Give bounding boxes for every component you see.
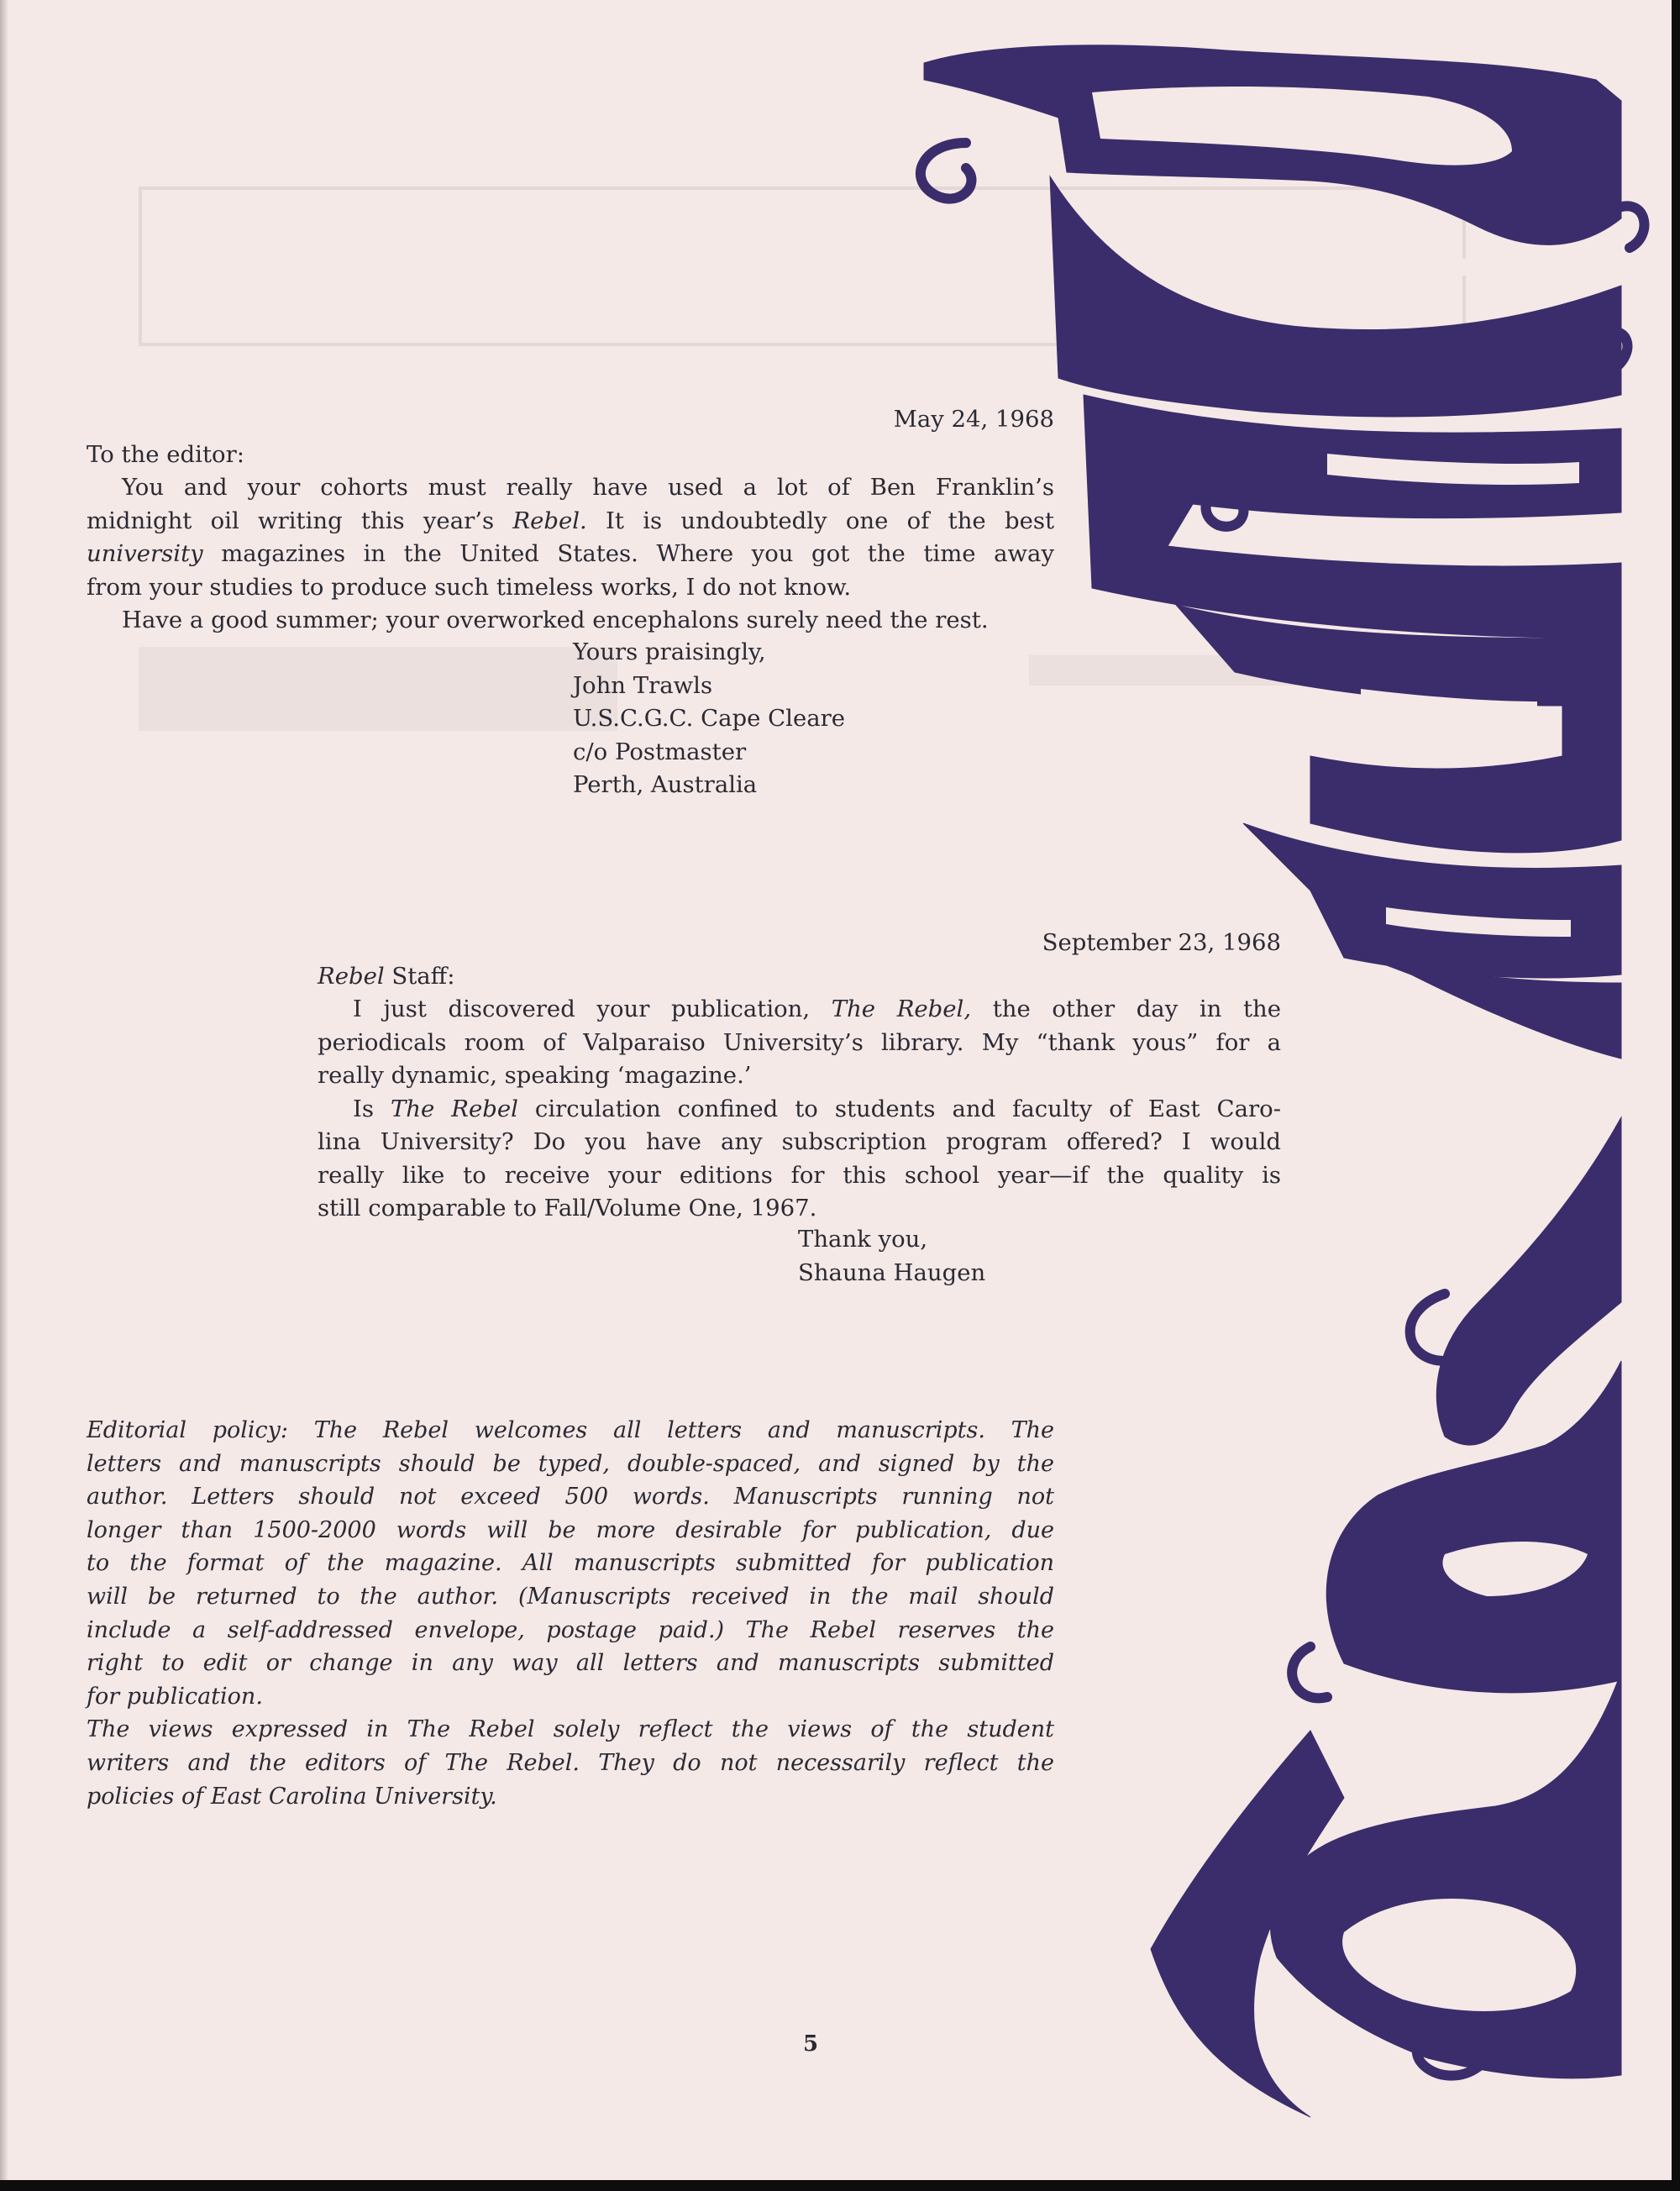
signature-line: Yours praisingly, — [573, 638, 766, 665]
letter1-line: from your studies to produce such timeless works, I do not know. — [87, 573, 852, 601]
letter1-line: midnight oil writing this year’s Rebel. It is undoubtedly one of the best — [87, 507, 1055, 534]
policy-line: longer than 1500-2000 words will be more desirable for publication, due — [87, 1516, 1054, 1543]
signature-line: John Trawls — [573, 671, 713, 699]
letter1-salutation: To the editor: — [87, 441, 244, 468]
letter2-line: periodicals room of Valparaiso University’s library. My “thank yous” for a — [318, 1028, 1281, 1056]
policy-line: include a self-addressed envelope, postage paid.) The Rebel reserves the — [87, 1616, 1054, 1643]
letter1-line: university magazines in the United States. Where you got the time away — [87, 540, 1054, 567]
letter2-line: lina University? Do you have any subscription program offered? I would — [318, 1128, 1281, 1155]
policy-line: writers and the editors of The Rebel. They do not necessarily reflect the — [87, 1749, 1054, 1776]
page-number: 5 — [802, 2031, 819, 2057]
policy-line: The views expressed in The Rebel solely reflect the views of the student — [87, 1716, 1054, 1743]
policy-line: right to edit or change in any way all letters and manuscripts submitted — [87, 1650, 1054, 1677]
letter2-line: I just discovered your publication, The Rebel, the other day in the — [353, 996, 1282, 1022]
letter1-line: You and your cohorts must really have used a lot of Ben Franklin’s — [122, 474, 1054, 501]
letter2-line: really dynamic, speaking ‘magazine.’ — [318, 1062, 752, 1089]
policy-line: for publication. — [87, 1683, 263, 1710]
letter2-line: Is The Rebel circulation confined to students and faculty of East Caro- — [353, 1095, 1281, 1122]
policy-line: Editorial policy: The Rebel welcomes all letters and manuscripts. The — [87, 1417, 1054, 1443]
signature-line: Shauna Haugen — [798, 1258, 986, 1286]
letter2-line: really like to receive your editions for this school year—if the quality is — [318, 1161, 1281, 1189]
policy-line: will be returned to the author. (Manuscripts received in the mail should — [87, 1583, 1054, 1610]
policy-line: to the format of the magazine. All manuscripts submitted for publication — [87, 1550, 1054, 1577]
signature-line: Thank you, — [798, 1226, 928, 1253]
policy-line: author. Letters should not exceed 500 words. Manuscripts running not — [87, 1484, 1054, 1511]
letter2-date: September 23, 1968 — [1042, 929, 1281, 956]
policy-line: policies of East Carolina University. — [87, 1783, 497, 1810]
signature-line: Perth, Australia — [573, 771, 758, 798]
letter1-line: Have a good summer; your overworked encephalons surely need the rest. — [122, 607, 989, 633]
letter1-date: May 24, 1968 — [893, 406, 1054, 433]
letter2-salutation: Rebel Staff: — [318, 963, 455, 990]
signature-line: c/o Postmaster — [573, 738, 747, 765]
letter2-line: still comparable to Fall/Volume One, 1967. — [318, 1195, 817, 1222]
policy-line: letters and manuscripts should be typed, double-spaced, and signed by the — [87, 1450, 1054, 1477]
signature-line: U.S.C.G.C. Cape Cleare — [573, 705, 846, 732]
